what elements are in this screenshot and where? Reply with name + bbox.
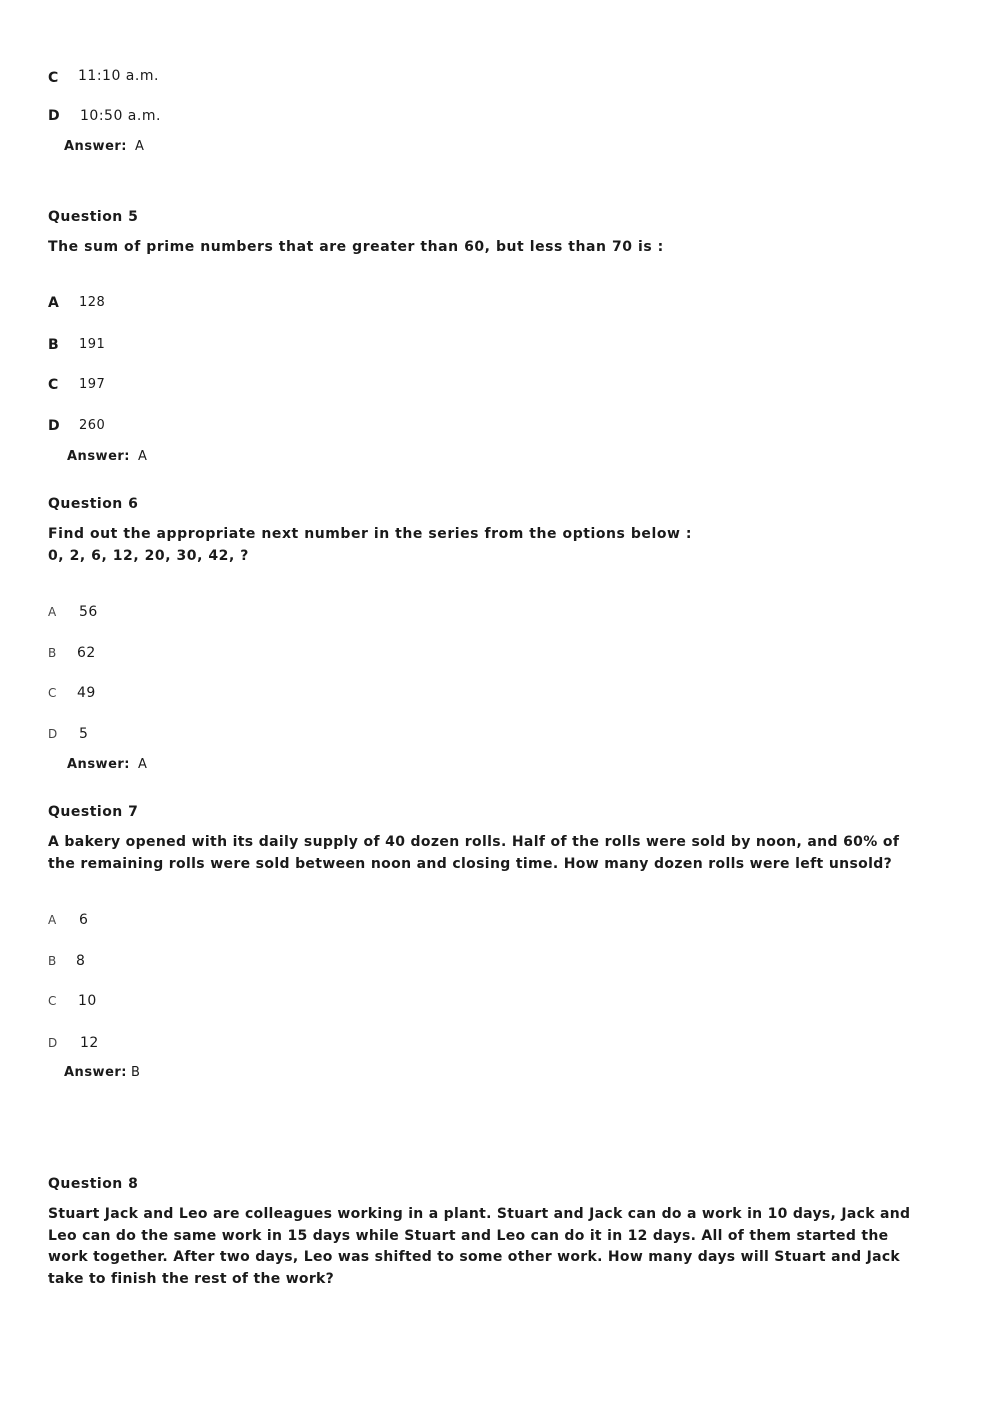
q6-option-c-value: 49 — [77, 685, 96, 701]
q7-title: Question 7 — [48, 804, 139, 820]
q7-option-c-value: 10 — [78, 993, 97, 1009]
answer-label: Answer: — [64, 139, 127, 154]
q5-text: The sum of prime numbers that are greater than 60, but less than 70 is : — [48, 239, 664, 255]
q7-text-line-2: the remaining rolls were sold between noon and closing time. How many dozen rolls were left unsold? — [48, 856, 893, 872]
q7-option-a-letter: A — [48, 913, 57, 927]
q6-option-d-value: 5 — [79, 726, 89, 742]
q7-option-b-letter: B — [48, 954, 57, 968]
answer-label: Answer: — [67, 449, 130, 464]
q7-text-line-1: A bakery opened with its daily supply of 40 dozen rolls. Half of the rolls were sold by noon, and 60% of — [48, 834, 900, 850]
answer-label: Answer: — [67, 757, 130, 772]
q5-option-d-letter: D — [48, 418, 60, 434]
q4-option-c-value: 11:10 a.m. — [78, 68, 159, 84]
q4-answer — [64, 139, 144, 154]
q8-text-line-3: work together. After two days, Leo was shifted to some other work. How many days will Stuart and Jack — [48, 1249, 901, 1265]
q8-text — [48, 1204, 910, 1290]
q5-option-c-value: 197 — [79, 377, 106, 392]
q6-option-d-letter: D — [48, 727, 58, 741]
q4-option-d-letter: D — [48, 108, 60, 124]
q5-option-b-letter: B — [48, 337, 59, 353]
q8-text-line-1: Stuart Jack and Leo are colleagues working in a plant. Stuart and Jack can do a work in 10 days, Jack and — [48, 1206, 911, 1222]
q5-answer — [67, 449, 147, 464]
q6-option-a-letter: A — [48, 605, 57, 619]
q8-text-line-2: Leo can do the same work in 15 days while Stuart and Leo can do it in 12 days. All of them started the — [48, 1227, 889, 1244]
q6-text — [48, 523, 692, 567]
q6-option-b-letter: B — [48, 646, 57, 660]
answer-value: A — [135, 139, 144, 154]
q4-option-c-letter: C — [48, 70, 59, 86]
q5-option-a-letter: A — [48, 295, 59, 311]
q6-title: Question 6 — [48, 496, 139, 512]
answer-value: B — [131, 1065, 140, 1080]
q5-option-a-value: 128 — [79, 295, 106, 310]
q5-option-b-value: 191 — [79, 337, 106, 352]
q7-text — [48, 831, 899, 875]
q7-option-a-value: 6 — [79, 912, 89, 928]
answer-value: A — [138, 449, 147, 464]
answer-value: A — [138, 757, 147, 772]
q7-option-c-letter: C — [48, 994, 57, 1008]
q8-text-line-4: take to finish the rest of the work? — [48, 1270, 335, 1287]
q6-option-c-letter: C — [48, 686, 57, 700]
q7-option-d-letter: D — [48, 1036, 58, 1050]
q5-title: Question 5 — [48, 209, 139, 225]
q5-option-c-letter: C — [48, 377, 59, 393]
q8-title: Question 8 — [48, 1176, 139, 1192]
answer-label: Answer: — [64, 1065, 127, 1080]
q5-option-d-value: 260 — [79, 418, 106, 433]
q7-option-b-value: 8 — [76, 953, 86, 969]
q7-option-d-value: 12 — [80, 1035, 99, 1051]
q6-answer — [67, 757, 147, 772]
q6-text-line-2: 0, 2, 6, 12, 20, 30, 42, ? — [48, 548, 249, 564]
q6-text-line-1: Find out the appropriate next number in the series from the options below : — [48, 526, 693, 542]
q6-option-b-value: 62 — [77, 645, 96, 661]
q7-answer — [64, 1065, 140, 1080]
q6-option-a-value: 56 — [79, 604, 98, 620]
q4-option-d-value: 10:50 a.m. — [80, 108, 161, 124]
